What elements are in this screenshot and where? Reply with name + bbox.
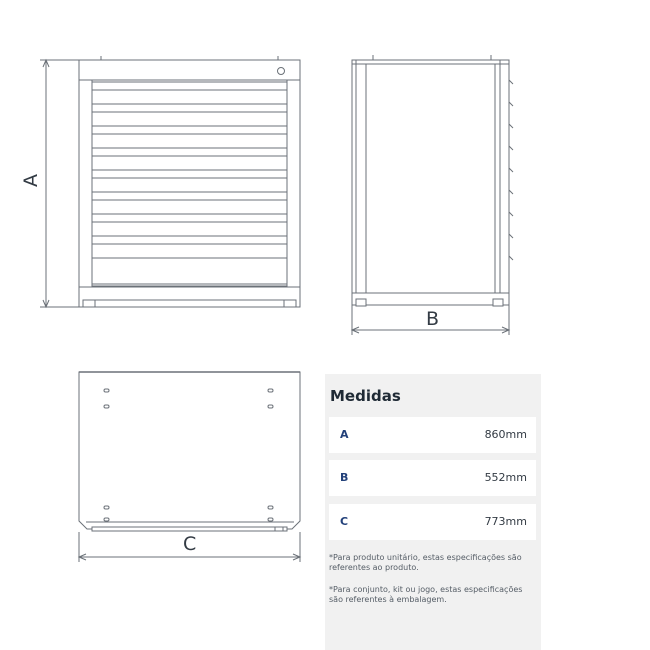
measure-row-c [329,504,536,540]
front-base [79,287,300,307]
note-unit-product: *Para produto unitário, estas especificações são referentes ao produto. [329,553,522,572]
measure-key: C [340,515,349,528]
measure-value: 860mm [484,428,527,441]
top-view [79,372,300,531]
lock-icon [278,68,285,75]
measure-value: 552mm [484,471,527,484]
drawer-9 [92,258,287,284]
drawer-6 [92,192,287,214]
drawer-7 [92,214,287,236]
side-view [352,55,513,306]
measure-key: B [340,471,349,484]
measure-key: A [340,428,349,441]
drawer-2 [92,104,287,126]
measure-row-b [329,460,536,496]
side-outer-frame [352,60,509,299]
top-handle-strip [92,527,287,531]
drawer-1 [92,82,287,104]
dimension-c-label: C [183,533,197,555]
measure-value: 773mm [484,515,527,528]
front-foot-right [284,300,296,307]
note-kit-packaging: *Para conjunto, kit ou jogo, estas especificações são referentes à embalagem. [329,585,523,604]
front-foot-left [83,300,95,307]
front-view [79,56,300,307]
drawer-5 [92,170,287,192]
measure-row-a [329,417,536,453]
front-top-panel [79,60,300,80]
drawer-4 [92,148,287,170]
side-base [352,293,509,305]
measures-panel [325,374,541,650]
dimension-b-label: B [426,308,440,330]
dimension-a-label: A [20,174,42,187]
drawer-8 [92,236,287,258]
side-foot-right [493,299,503,306]
top-outer-frame [79,372,300,529]
dimension-a-line [40,60,79,307]
measures-title: Medidas [330,387,401,405]
side-foot-left [356,299,366,306]
drawer-3 [92,126,287,148]
